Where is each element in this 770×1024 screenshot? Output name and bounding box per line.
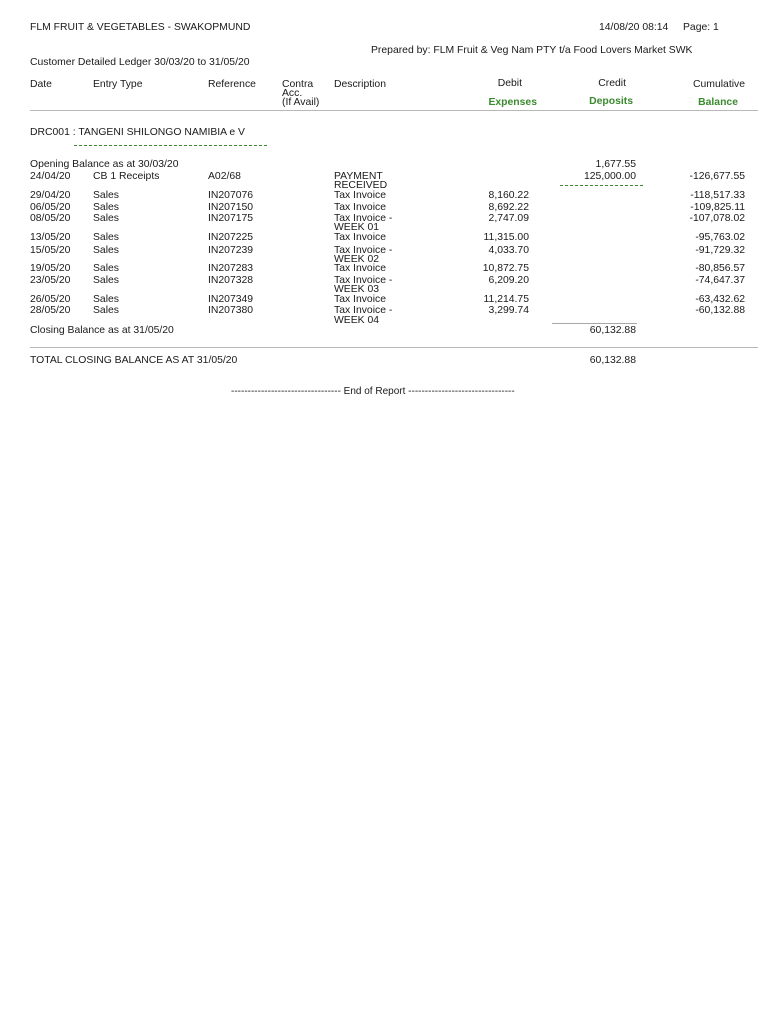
ledger-row	[0, 213, 770, 233]
row-balance: -109,825.11	[690, 202, 745, 213]
row-balance: -118,517.33	[690, 190, 745, 201]
row-entry-type: Sales	[93, 275, 119, 286]
row-description: Tax Invoice	[334, 232, 386, 243]
col-contra-header-3: (If Avail)	[282, 97, 320, 108]
row-entry-type: Sales	[93, 202, 119, 213]
closing-rule	[552, 323, 637, 324]
col-credit-header: Credit	[598, 78, 626, 89]
closing-divider	[30, 347, 758, 348]
customer-heading: DRC001 : TANGENI SHILONGO NAMIBIA e V	[30, 127, 245, 138]
row-reference: IN207239	[208, 245, 254, 256]
row-description: Tax Invoice -	[334, 213, 393, 224]
row-reference: IN207150	[208, 202, 254, 213]
row-debit: 3,299.74	[488, 305, 529, 316]
end-of-report: --------------------------------- End of Report --------------------------------	[231, 386, 515, 397]
company-name: FLM FRUIT & VEGETABLES - SWAKOPMUND	[30, 22, 251, 33]
row-entry-type: Sales	[93, 294, 119, 305]
row-description-line2: RECEIVED	[334, 180, 388, 191]
row-description: Tax Invoice	[334, 202, 386, 213]
row-debit: 10,872.75	[482, 263, 529, 274]
ledger-row	[0, 245, 770, 265]
row-date: 13/05/20	[30, 232, 71, 243]
row-balance: -126,677.55	[689, 171, 745, 182]
row-balance: -107,078.02	[689, 213, 745, 224]
row-debit: 2,747.09	[488, 213, 529, 224]
ledger-row	[0, 275, 770, 295]
col-debit-header: Debit	[497, 78, 522, 89]
row-description: Tax Invoice	[334, 263, 386, 274]
row-description: Tax Invoice -	[334, 275, 393, 286]
print-datetime: 14/08/20 08:14	[599, 22, 669, 33]
ledger-row	[0, 264, 770, 274]
row-reference: IN207283	[208, 263, 254, 274]
col-entry-type-header: Entry Type	[93, 79, 143, 90]
row-debit: 6,209.20	[488, 275, 529, 286]
row-date: 26/05/20	[30, 294, 71, 305]
row-description-line2: WEEK 02	[334, 254, 380, 265]
row-reference: A02/68	[208, 171, 241, 182]
row-date: 08/05/20	[30, 213, 71, 224]
row-reference: IN207076	[208, 190, 254, 201]
row-description: PAYMENT	[334, 171, 383, 182]
col-contra-header-2: Acc.	[282, 88, 303, 99]
ledger-row	[0, 203, 770, 213]
page-number: Page: 1	[683, 22, 719, 33]
row-description: Tax Invoice	[334, 294, 386, 305]
row-debit: 8,160.22	[488, 190, 529, 201]
row-reference: IN207328	[208, 275, 254, 286]
row-description: Tax Invoice -	[334, 305, 393, 316]
row-description: Tax Invoice -	[334, 245, 393, 256]
row-date: 23/05/20	[30, 275, 71, 286]
col-cumulative-header: Cumulative	[693, 79, 745, 90]
row-balance: -80,856.57	[695, 263, 745, 274]
header-divider	[30, 110, 758, 111]
row-date: 15/05/20	[30, 245, 71, 256]
row-entry-type: Sales	[93, 305, 119, 316]
row-balance: -63,432.62	[695, 294, 745, 305]
row-entry-type: CB 1 Receipts	[93, 171, 160, 182]
col-credit-subheader: Deposits	[589, 96, 633, 107]
row-description-line2: WEEK 01	[334, 222, 380, 233]
row-date: 29/04/20	[30, 190, 71, 201]
ledger-title: Customer Detailed Ledger 30/03/20 to 31/05/20	[30, 57, 250, 68]
row-reference: IN207349	[208, 294, 254, 305]
ledger-row	[0, 171, 770, 191]
opening-balance-label: Opening Balance as at 30/03/20	[30, 159, 179, 170]
prepared-by: Prepared by: FLM Fruit & Veg Nam PTY t/a Food Lovers Market SWK	[371, 45, 693, 56]
row-date: 06/05/20	[30, 202, 71, 213]
row-balance: -74,647.37	[695, 275, 745, 286]
col-cumulative-subheader: Balance	[698, 97, 738, 108]
row-entry-type: Sales	[93, 190, 119, 201]
row-reference: IN207380	[208, 305, 254, 316]
row-date: 19/05/20	[30, 263, 71, 274]
row-date: 24/04/20	[30, 171, 71, 182]
row-description-line2: WEEK 03	[334, 284, 380, 295]
col-date-header: Date	[30, 79, 52, 90]
row-date: 28/05/20	[30, 305, 71, 316]
ledger-row	[0, 191, 770, 201]
row-description-line2: WEEK 04	[334, 315, 380, 326]
ledger-row	[0, 305, 770, 326]
row-debit: 11,315.00	[483, 232, 529, 243]
total-closing-credit: 60,132.88	[589, 355, 636, 366]
row-credit: 125,000.00	[583, 171, 636, 182]
credit-underline	[560, 185, 643, 186]
closing-balance-credit: 60,132.88	[589, 325, 636, 336]
row-entry-type: Sales	[93, 263, 119, 274]
row-balance: -91,729.32	[695, 245, 745, 256]
row-debit: 4,033.70	[488, 245, 529, 256]
total-closing-label: TOTAL CLOSING BALANCE AS AT 31/05/20	[30, 355, 238, 366]
ledger-row	[0, 233, 770, 243]
col-contra-header: Contra	[282, 79, 314, 90]
row-entry-type: Sales	[93, 213, 119, 224]
row-debit: 11,214.75	[483, 294, 529, 305]
row-entry-type: Sales	[93, 245, 119, 256]
customer-underline	[74, 145, 267, 146]
col-reference-header: Reference	[208, 79, 256, 90]
opening-balance-credit: 1,677.55	[595, 159, 636, 170]
row-reference: IN207175	[208, 213, 254, 224]
row-description: Tax Invoice	[334, 190, 386, 201]
ledger-row	[0, 295, 770, 305]
row-reference: IN207225	[208, 232, 254, 243]
row-balance: -95,763.02	[695, 232, 745, 243]
row-debit: 8,692.22	[488, 202, 529, 213]
closing-balance-label: Closing Balance as at 31/05/20	[30, 325, 174, 336]
row-entry-type: Sales	[93, 232, 119, 243]
row-balance: -60,132.88	[695, 305, 745, 316]
col-debit-subheader: Expenses	[488, 97, 537, 108]
col-description-header: Description	[334, 79, 386, 90]
